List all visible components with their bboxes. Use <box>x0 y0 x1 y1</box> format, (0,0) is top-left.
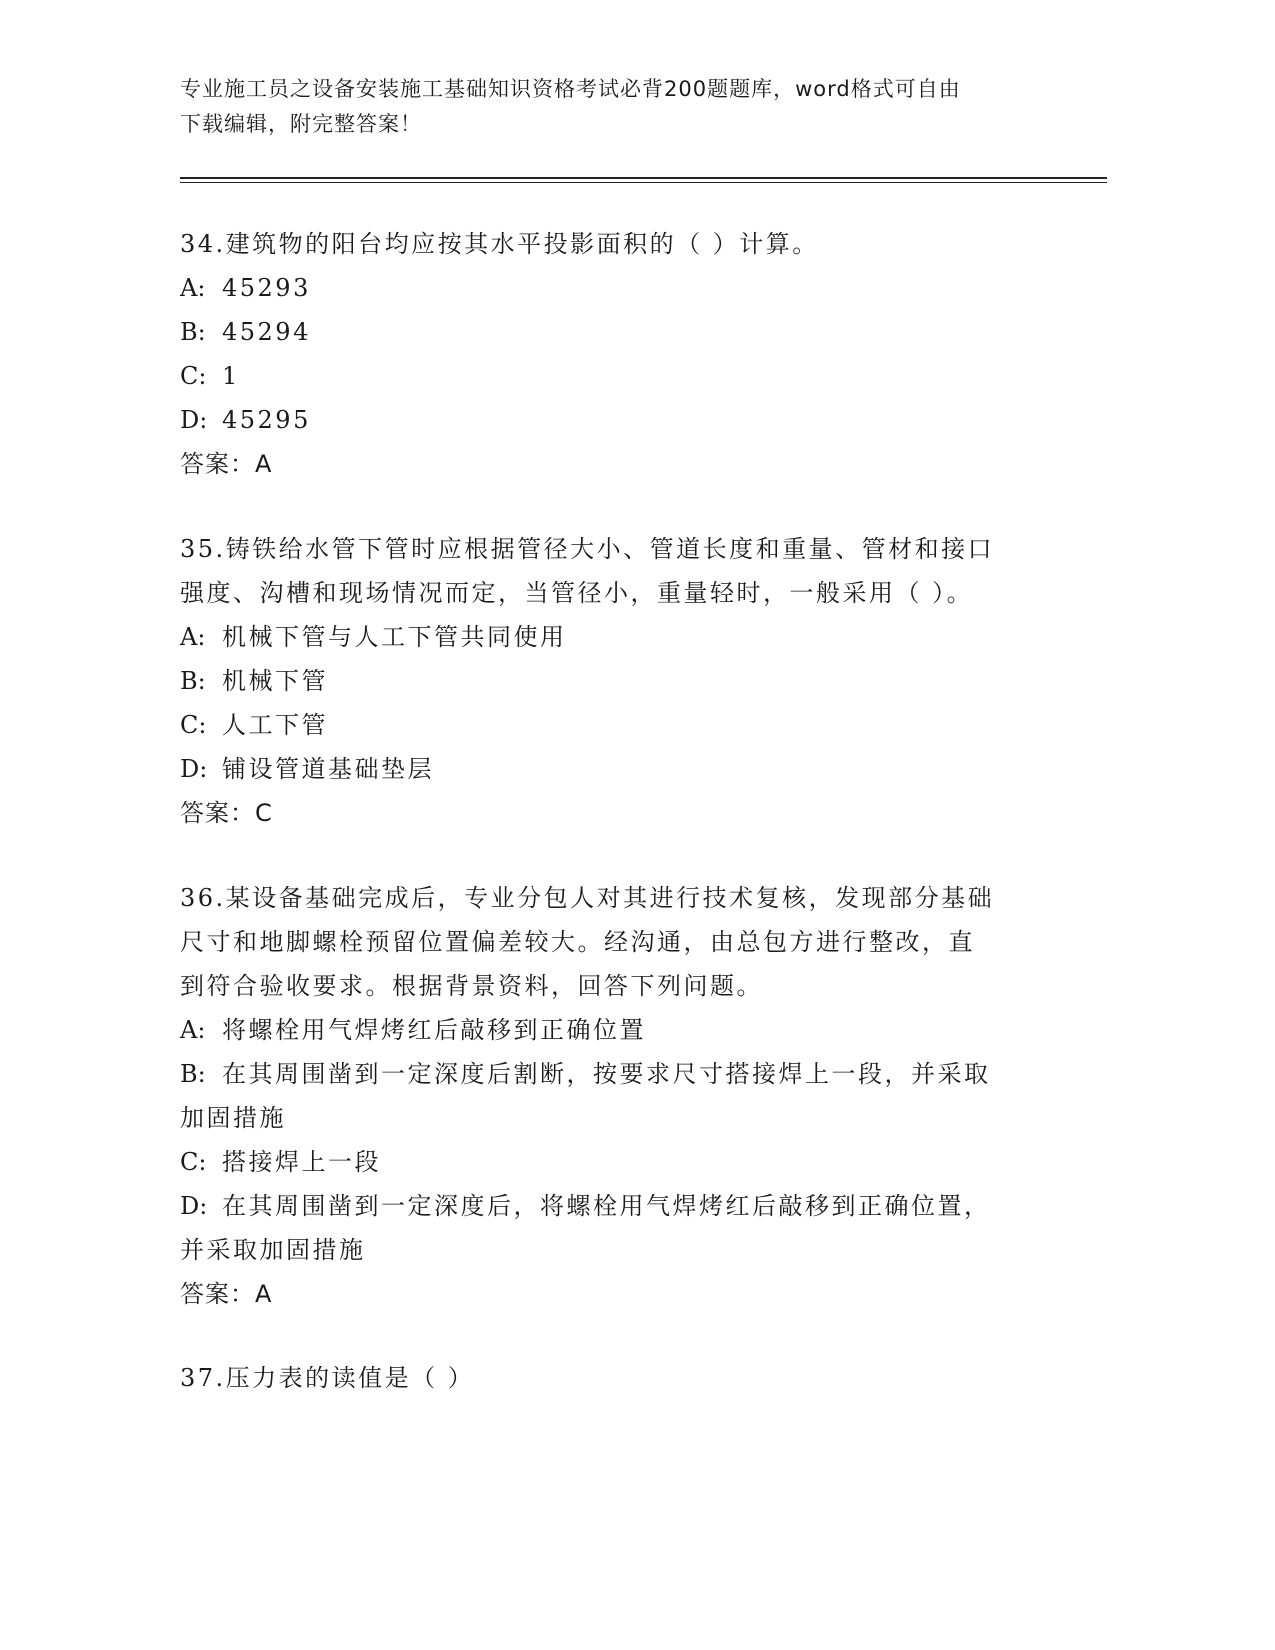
document-header <box>180 72 1060 142</box>
question-stem: 37.压力表的读值是（ ） <box>180 1364 475 1392</box>
option-a: A: 45293 <box>180 274 311 302</box>
answer: 答案：A <box>180 1280 273 1308</box>
question-36 <box>180 876 1060 1316</box>
answer-value: A <box>255 1280 273 1308</box>
option-b-continued: 加固措施 <box>180 1104 286 1132</box>
question-stem: 34.建筑物的阳台均应按其水平投影面积的（ ）计算。 <box>180 230 819 258</box>
answer-value: A <box>255 450 273 478</box>
question-37 <box>180 1356 1060 1400</box>
question-34 <box>180 222 1060 486</box>
answer-value: C <box>255 799 274 827</box>
question-stem-line-3: 到符合验收要求。根据背景资料，回答下列问题。 <box>180 972 763 1000</box>
question-35 <box>180 527 1060 835</box>
question-stem-line-2: 强度、沟槽和现场情况而定，当管径小，重量轻时，一般采用（ ）。 <box>180 579 974 607</box>
option-c: C: 搭接焊上一段 <box>180 1148 381 1176</box>
question-stem-line-1: 35.铸铁给水管下管时应根据管径大小、管道长度和重量、管材和接口 <box>180 535 995 563</box>
answer: 答案：A <box>180 450 273 478</box>
header-divider-thin <box>180 182 1107 183</box>
option-d: D: 45295 <box>180 406 311 434</box>
header-line-2: 下载编辑，附完整答案！ <box>180 112 422 136</box>
header-divider <box>180 177 1107 179</box>
question-stem-line-1: 36.某设备基础完成后，专业分包人对其进行技术复核，发现部分基础 <box>180 884 995 912</box>
option-d: D: 铺设管道基础垫层 <box>180 755 434 783</box>
header-line-1: 专业施工员之设备安装施工基础知识资格考试必背200题题库，word格式可自由 <box>180 77 961 101</box>
option-c: C: 人工下管 <box>180 711 328 739</box>
option-d: D: 在其周围凿到一定深度后，将螺栓用气焊烤红后敲移到正确位置， <box>180 1192 991 1220</box>
answer: 答案：C <box>180 799 274 827</box>
option-a: A: 将螺栓用气焊烤红后敲移到正确位置 <box>180 1016 646 1044</box>
option-a: A: 机械下管与人工下管共同使用 <box>180 623 567 651</box>
option-b: B: 机械下管 <box>180 667 328 695</box>
option-c: C: 1 <box>180 362 240 390</box>
question-stem-line-2: 尺寸和地脚螺栓预留位置偏差较大。经沟通，由总包方进行整改，直 <box>180 928 975 956</box>
option-d-continued: 并采取加固措施 <box>180 1236 366 1264</box>
option-b: B: 45294 <box>180 318 311 346</box>
option-b: B: 在其周围凿到一定深度后割断，按要求尺寸搭接焊上一段，并采取 <box>180 1060 991 1088</box>
